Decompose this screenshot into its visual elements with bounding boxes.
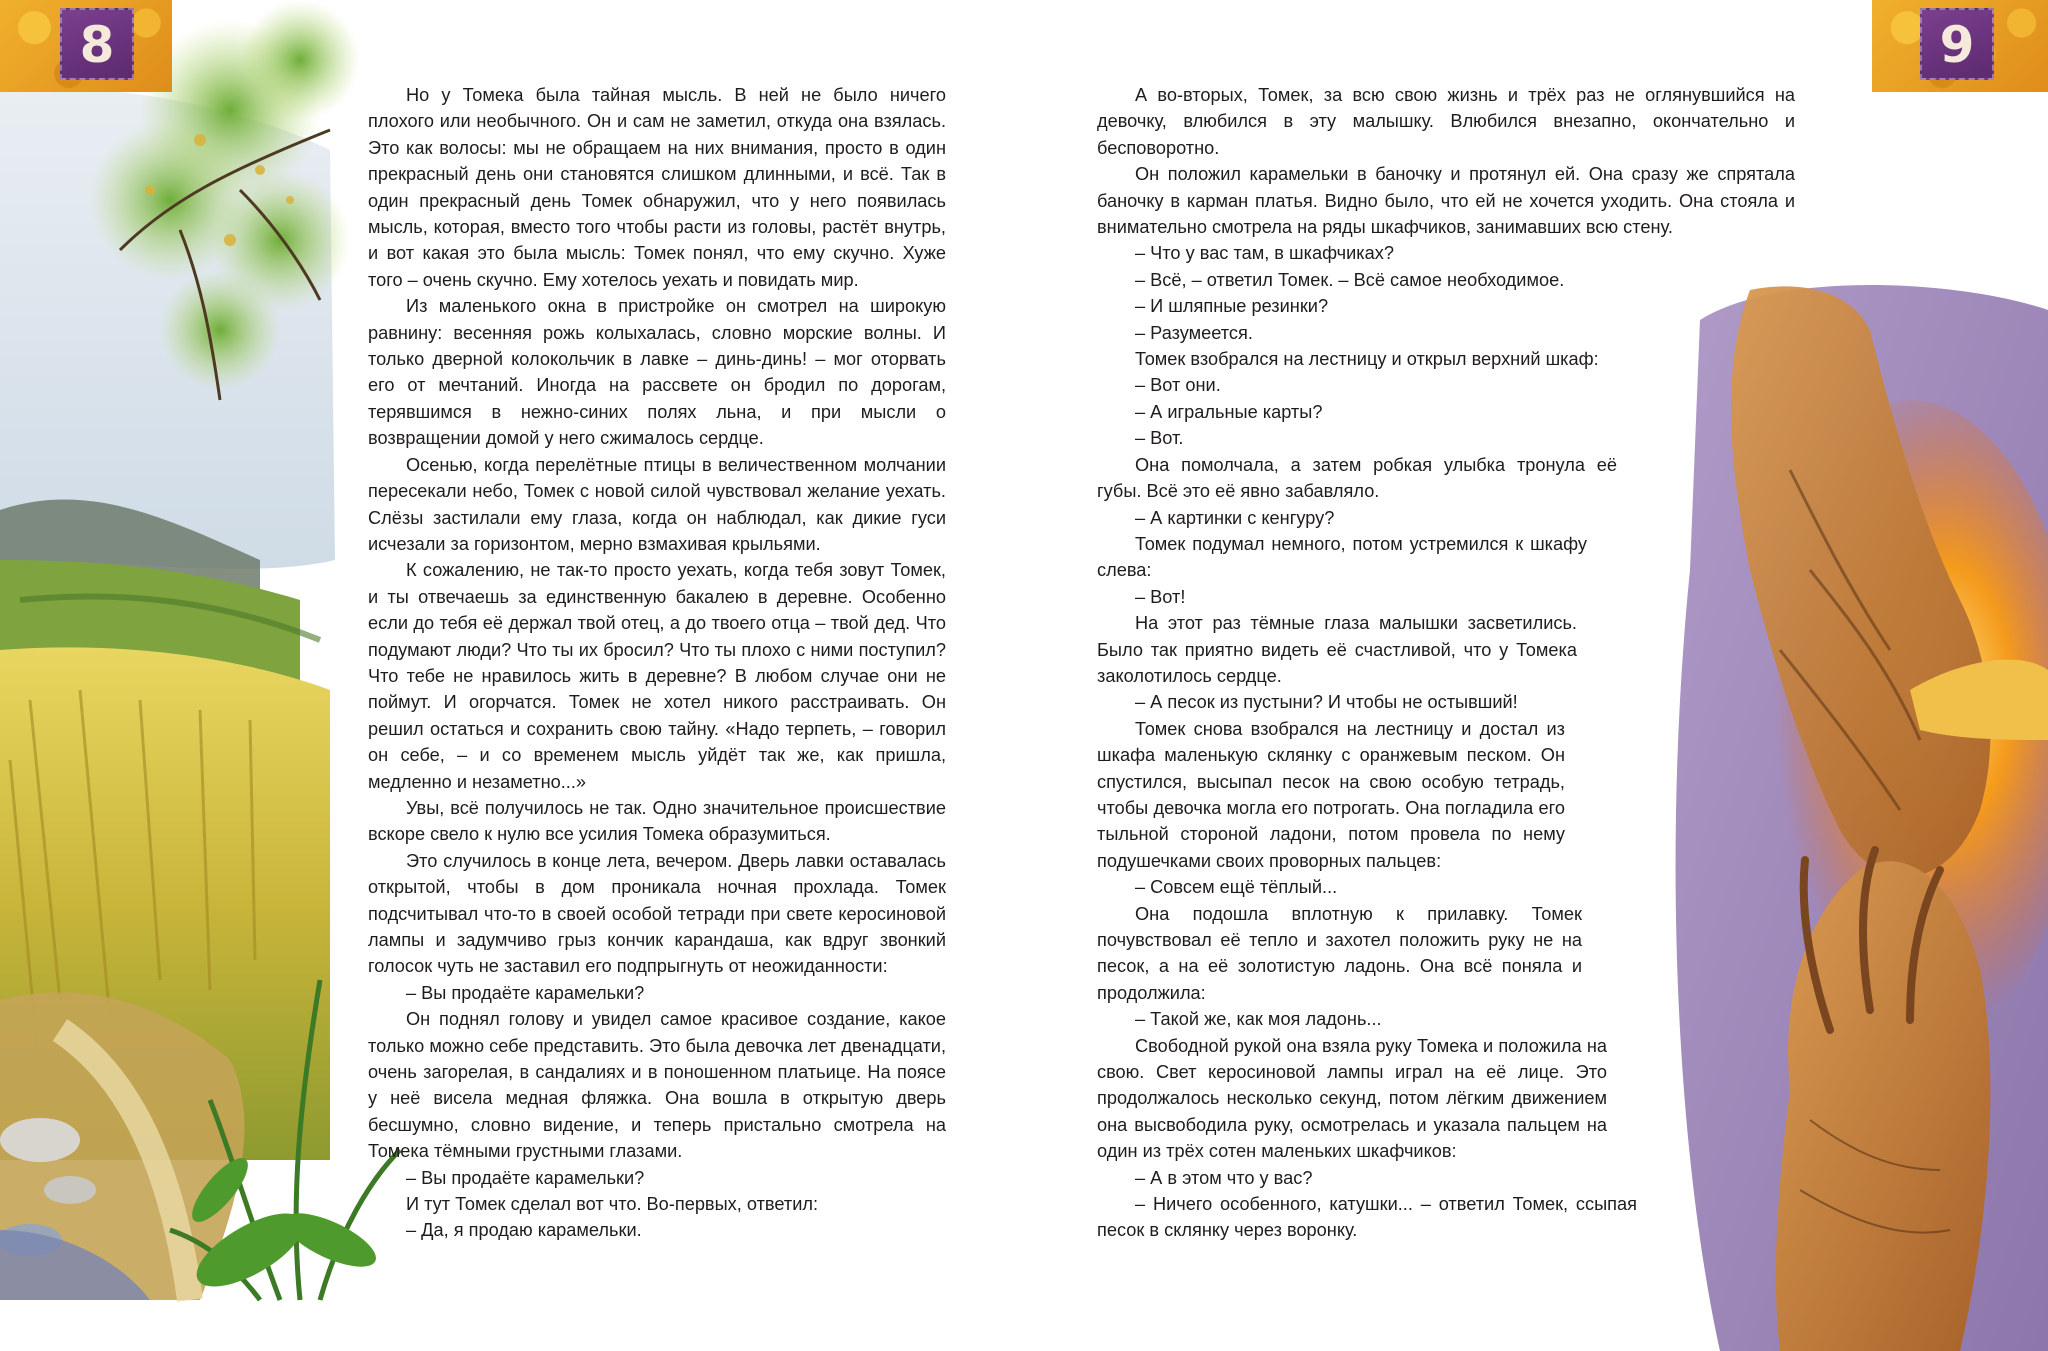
- paragraph: Он поднял голову и увидел самое красивое создание, какое только можно себе представить. Это была девочка лет двенадцати, очень загорелая, в сандалиях и в поношенном платьице. На поясе у неё висела медная фляжка. Она вошла в открытую дверь бесшумно, словно видение, и теперь пристально смотрела на Томека тёмными грустными глазами.: [368, 1009, 946, 1162]
- page-number-left: 8: [79, 16, 115, 74]
- dialogue-line: – Ничего особенного, катушки... – ответил Томек, ссыпая песок в склянку через воронку.: [1097, 1194, 1637, 1241]
- paragraph: А во-вторых, Томек, за всю свою жизнь и трёх раз не оглянувшийся на девочку, влюбился в эту малышку. Влюбился внезапно, окончательно и бесповоротно.: [1097, 85, 1795, 158]
- paragraph: Томек взобрался на лестницу и открыл верхний шкаф:: [1135, 349, 1599, 370]
- dialogue-line: – И шляпные резинки?: [1135, 296, 1329, 317]
- paragraph: К сожалению, не так-то просто уехать, когда тебя зовут Томек, и ты отвечаешь за единственную бакалею в деревне. Особенно если до тебя её держал твой отец, а до твоего отца – твой дед. Что подумают люди? Что ты их бросил? Что ты плохо с ними поступил? Что тебе не нравилось жить в деревне? В любом случае они не поймут. И огорчатся. Томек не хотел никого расстраивать. Он решил остаться и сохранить свою тайну. «Надо терпеть, – говорил он себе, – и со временем мысль уйдёт так же, как пришла, медленно и незаметно...»: [368, 560, 946, 792]
- dialogue-line: – Вы продаёте карамельки?: [406, 1167, 645, 1188]
- dialogue-line: – Вот.: [1135, 428, 1184, 449]
- dialogue-line: – Вот!: [1135, 586, 1186, 607]
- paragraph: На этот раз тёмные глаза малышки засветились. Было так приятно видеть её счастливой, что у Томека заколотилось сердце.: [1097, 613, 1577, 686]
- paragraph: Она помолчала, а затем робкая улыбка тронула её губы. Всё это её явно забавляло.: [1097, 454, 1617, 502]
- paragraph: Томек снова взобрался на лестницу и достал из шкафа маленькую склянку с оранжевым песком. Он спустился, высыпал песок на свою особую тетрадь, чтобы девочка могла его потрогать. Она погладила его тыльной стороной ладони, потом провела по нему подушечками своих проворных пальцев:: [1097, 718, 1565, 871]
- paragraph: Он положил карамельки в баночку и протянул ей. Она сразу же спрятала баночку в карман платья. Видно было, что ей не хочется уходить. Она стояла и внимательно смотрела на ряды шкафчиков, занимавших всю стену.: [1097, 164, 1795, 238]
- paragraph: Томек подумал немного, потом устремился к шкафу слева:: [1097, 533, 1587, 581]
- page-number-right: 9: [1939, 16, 1975, 74]
- dialogue-line: – А в этом что у вас?: [1135, 1167, 1313, 1188]
- dialogue-line: – Вот они.: [1135, 375, 1221, 396]
- paragraph: Из маленького окна в пристройке он смотрел на широкую равнину: весенняя рожь колыхалась, словно морские волны. И только дверной колокольчик в лавке – динь-динь! – мог оторвать его от мечтаний. Иногда на рассвете он бродил по дорогам, терявшимся в нежно-синих полях льна, и при мысли о возвращении домой у него сжималось сердце.: [368, 296, 946, 449]
- dialogue-line: – Такой же, как моя ладонь...: [1135, 1009, 1382, 1030]
- page-number-tab-left: [0, 0, 172, 92]
- page-number-tab-right: [1872, 0, 2048, 92]
- dialogue-line: – Вы продаёте карамельки?: [406, 982, 645, 1003]
- paragraph: Осенью, когда перелётные птицы в величественном молчании пересекали небо, Томек с новой силой чувствовал желание уехать. Слёзы застилали ему глаза, когда он наблюдал, как дикие гуси исчезали за горизонтом, мерно взмахивая крыльями.: [368, 454, 946, 554]
- dialogue-line: – А картинки с кенгуру?: [1135, 507, 1335, 528]
- dialogue-line: – Что у вас там, в шкафчиках?: [1135, 243, 1394, 264]
- paragraph: И тут Томек сделал вот что. Во-первых, ответил:: [406, 1194, 819, 1215]
- dialogue-line: – Разумеется.: [1135, 322, 1253, 343]
- dialogue-line: – А песок из пустыни? И чтобы не остывший!: [1135, 692, 1518, 713]
- left-page-text: [368, 82, 946, 1244]
- right-page-text: [1097, 82, 1797, 1244]
- paragraph: Свободной рукой она взяла руку Томека и положила на свою. Свет керосиновой лампы играл на её лице. Это продолжалось несколько секунд, потом лёгким движением она высвободила руку, осмотрелась и указала пальцем на один из трёх сотен маленьких шкафчиков:: [1097, 1035, 1607, 1162]
- dialogue-line: – Совсем ещё тёплый...: [1135, 877, 1338, 898]
- paragraph: Она подошла вплотную к прилавку. Томек почувствовал её тепло и захотел положить руку не на песок, а на её золотистую ладонь. Она всё поняла и продолжила:: [1097, 903, 1582, 1003]
- paragraph: Это случилось в конце лета, вечером. Дверь лавки оставалась открытой, чтобы в дом проникала ночная прохлада. Томек подсчитывал что-то в своей особой тетради при свете керосиновой лампы и задумчиво грыз кончик карандаша, как вдруг звонкий голосок чуть не заставил его подпрыгнуть от неожиданности:: [368, 850, 946, 977]
- paragraph: Увы, всё получилось не так. Одно значительное происшествие вскоре свело к нулю все усилия Томека образумиться.: [368, 797, 946, 845]
- dialogue-line: – Да, я продаю карамельки.: [406, 1220, 642, 1241]
- dialogue-line: – А игральные карты?: [1135, 401, 1323, 422]
- paragraph: Но у Томека была тайная мысль. В ней не было ничего плохого или необычного. Он и сам не заметил, откуда она взялась. Это как волосы: мы не обращаем на них внимания, просто в один прекрасный день они становятся слишком длинными, и всё. Так в один прекрасный день Томек обнаружил, что у него появилась мысль, которая, вместо того чтобы расти из головы, растёт внутрь, и вот какая это была мысль: Томек понял, что ему скучно. Хуже того – очень скучно. Ему хотелось уехать и повидать мир.: [368, 85, 946, 290]
- dialogue-line: – Всё, – ответил Томек. – Всё самое необходимое.: [1135, 269, 1565, 290]
